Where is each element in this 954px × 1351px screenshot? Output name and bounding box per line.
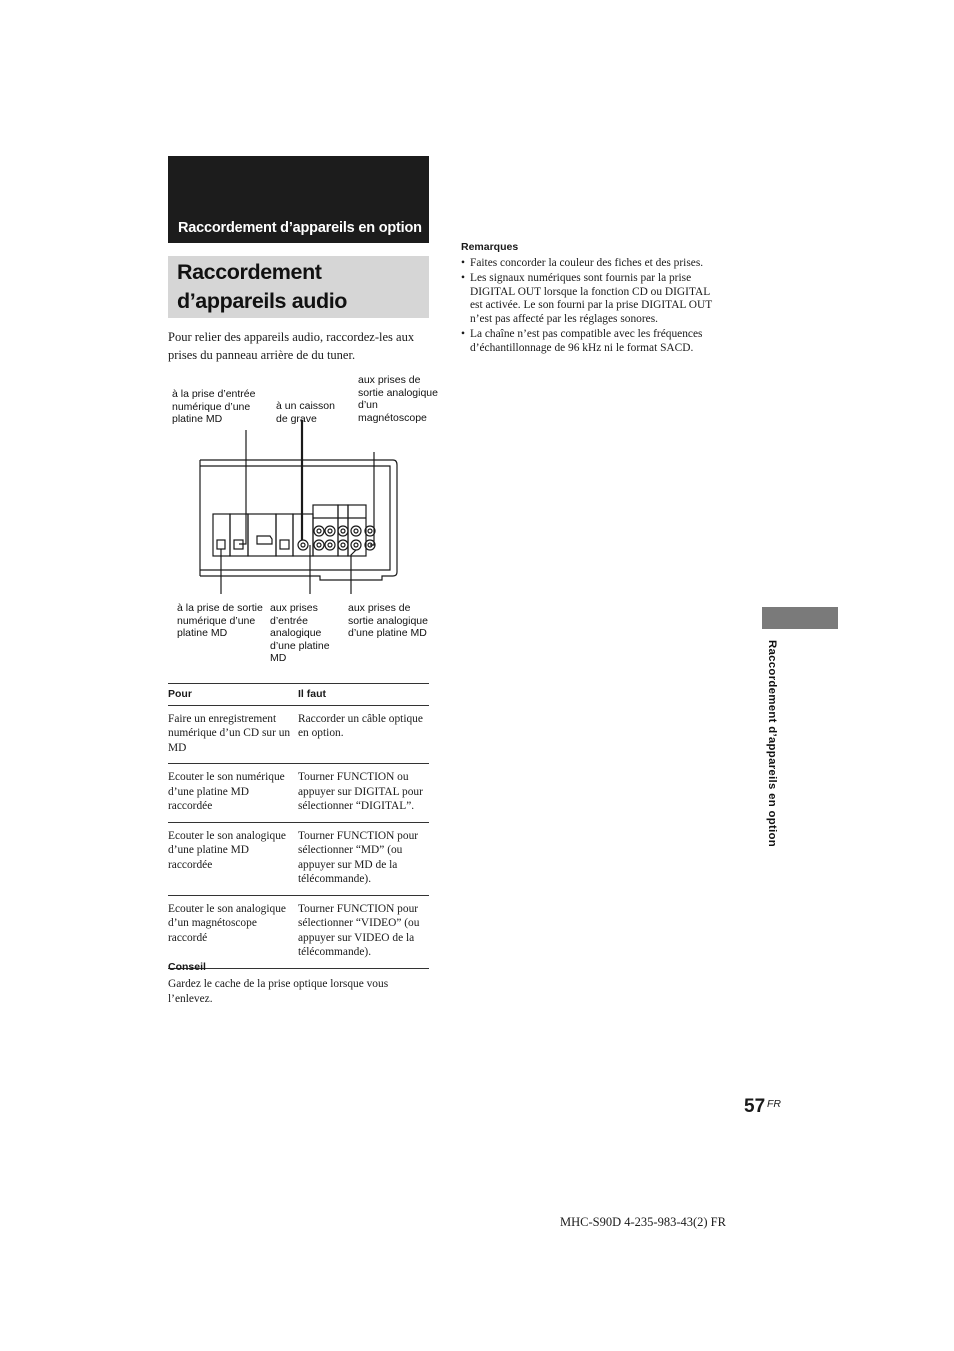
- label-md-analog-in: aux prises d’entrée analogique d’une platine MD: [270, 602, 330, 664]
- table-cell: Tourner FUNCTION pour sélectionner “MD” (ou appuyer sur MD de la télécommande).: [296, 822, 429, 895]
- table-row: [168, 764, 429, 823]
- table-row: [168, 895, 429, 968]
- table-row: [168, 705, 429, 764]
- side-section-label: Raccordement d’appareils en option: [766, 640, 778, 848]
- label-md-analog-out: aux prises de sortie analogique d’une platine MD: [348, 602, 428, 639]
- section-header-band: [168, 156, 429, 243]
- label-md-digital-in: à la prise d’entrée numérique d’une platine MD: [172, 388, 256, 425]
- title-box: [168, 256, 429, 318]
- page-title: Raccordement d’appareils audio: [177, 260, 348, 313]
- table-cell: Ecouter le son analogique d’une platine MD raccordée: [168, 822, 296, 895]
- table-row: [168, 822, 429, 895]
- label-vcr-analog-out: aux prises de sortie analogique d’un magnétoscope: [358, 374, 438, 424]
- table-cell: Raccorder un câble optique en option.: [296, 705, 429, 764]
- notes-heading: Remarques: [461, 241, 519, 253]
- model-code: MHC-S90D 4-235-983-43(2) FR: [560, 1215, 726, 1229]
- table-cell: Ecouter le son numérique d’une platine MD raccordée: [168, 764, 296, 823]
- list-item: • La chaîne n’est pas compatible avec les fréquences d’échantillonnage de 96 kHz ni le format SACD.: [461, 328, 723, 356]
- col-header-pour: Pour: [168, 684, 296, 706]
- col-header-il-faut: Il faut: [296, 684, 429, 706]
- page-number: 57: [744, 1096, 766, 1117]
- table-cell: Ecouter le son analogique d’un magnétoscope raccordé: [168, 895, 296, 968]
- connection-diagram: [168, 372, 443, 672]
- intro-paragraph: Pour relier des appareils audio, raccordez-les aux prises du panneau arrière de du tuner.: [168, 330, 415, 362]
- table-cell: Faire un enregistrement numérique d’un CD sur un MD: [168, 705, 296, 764]
- table-header-row: [168, 684, 429, 706]
- connection-table: [168, 683, 429, 969]
- table-cell: Tourner FUNCTION ou appuyer sur DIGITAL pour sélectionner “DIGITAL”.: [296, 764, 429, 823]
- label-subwoofer: à un caisson de grave: [276, 400, 335, 425]
- tip-heading: Conseil: [168, 961, 206, 973]
- list-item: • Faites concorder la couleur des fiches et des prises.: [461, 257, 723, 271]
- tip-text: Gardez le cache de la prise optique lorsque vous l’enlevez.: [168, 978, 389, 1005]
- list-item: • Les signaux numériques sont fournis par la prise DIGITAL OUT lorsque la fonction CD ou DIGITAL est activée. Le son fourni par la prise DIGITAL OUT n’est pas affecté par les réglages sonores.: [461, 272, 723, 327]
- label-md-digital-out: à la prise de sortie numérique d’une platine MD: [177, 602, 263, 639]
- table-cell: Tourner FUNCTION pour sélectionner “VIDEO” (ou appuyer sur VIDEO de la télécommande).: [296, 895, 429, 968]
- page-language-suffix: FR: [767, 1098, 781, 1110]
- notes-list: [461, 257, 723, 357]
- side-tab: [762, 607, 838, 629]
- section-label: Raccordement d’appareils en option: [178, 220, 422, 236]
